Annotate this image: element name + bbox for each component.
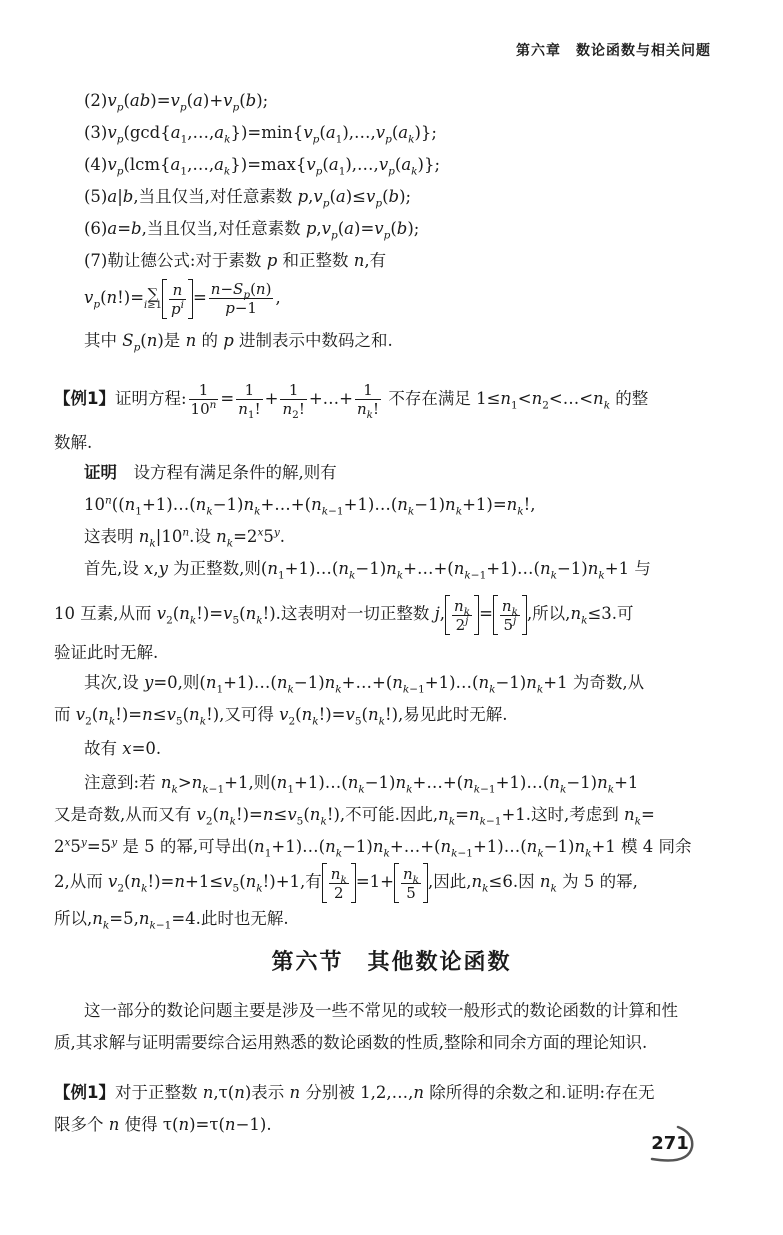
property-6: (6)a=b,当且仅当,对任意素数 $p,v_p(a)=v_p(b)$; <box>84 219 420 242</box>
proof-line-6: 验证此时无解. <box>54 643 159 662</box>
proof-label: 证明 <box>84 463 117 482</box>
proof-line-3: 这表明 $n_k|10^n$.设 $n_k=2^x5^y$. <box>84 526 286 550</box>
proof-line-5: 10 互素,从而 $v_2(n_k!)=v_5(n_k!)$.这表明对一切正整数 j, $\frac{n_k}{2^j}$ = $\frac{n_k}{5^j}$ ,所以$,n_k\le 3$.可 <box>54 596 634 634</box>
legendre-formula: $v_p(n!)=$ ∑ i≥1 $\frac{n}{p^i}$ = $\frac{n-S_p(n)}{p-1}$ , <box>84 280 281 318</box>
example-1-statement: 【例1】证明方程: $\frac{1}{10^n}$ = $\frac{1}{n_1!}$ + $\frac{1}{n_2!}$ +…+ $\frac{1}{n_k!}$ 不存在满足 $1\le n_1<n_2<\dots<n_k$ 的整 <box>54 381 649 421</box>
proof-line-7: 其次,设 y=0,则$(n_1+1)\dots(n_k-1)n_k+\dots+(n_{k-1}+1)\dots(n_k-1)n_k+1$ 为奇数,从 <box>84 673 645 696</box>
property-4: $(4)v_p(lcm\{a_1,\dots,a_k\})=\max\{v_p(a_1),\dots,v_p(a_k)\}$; <box>84 155 441 178</box>
property-7-note: 其中 $S_p(n)$是 n 的 p 进制表示中数码之和. <box>84 331 393 354</box>
property-7: (7)勒让德公式:对于素数 p 和正整数 n,有 <box>84 251 387 270</box>
example-1-statement-cont: 数解. <box>54 433 93 452</box>
section-title: 第六节 其他数论函数 <box>271 950 512 975</box>
example-2-label: 【例1】 <box>54 1083 115 1102</box>
proof-line-9: 故有 x=0. <box>84 739 162 758</box>
proof-line-2: $10^n((n_1+1)\dots(n_k-1)n_k+\dots+(n_{k-1}+1)\dots(n_k-1)n_k+1)=n_k$!, <box>84 494 536 518</box>
proof-line-8: 而 $v_2(n_k!)=n\le v_5(n_k!)$,又可得 $v_2(n_k!)=v_5(n_k!)$,易见此时无解. <box>54 705 508 728</box>
proof-line-14: 所以$,n_k=5,n_{k-1}=4$.此时也无解. <box>54 909 289 932</box>
example-1-label: 【例1】 <box>54 389 115 408</box>
example-2-line-2: 限多个 n 使得 τ(n)=τ(n−1). <box>54 1115 272 1134</box>
property-3: $(3)v_p(\gcd\{a_1,\dots,a_k\})=\min\{v_p(a_1),\dots,v_p(a_k)\}$; <box>84 123 437 146</box>
section-intro-line-2: 质,其求解与证明需要综合运用熟悉的数论函数的性质,整除和同余方面的理论知识. <box>54 1033 648 1052</box>
running-header: 第六章 数论函数与相关问题 <box>516 43 711 59</box>
page-number-badge <box>648 1125 696 1165</box>
section-intro-line-1: 这一部分的数论问题主要是涉及一些不常见的或较一般形式的数论函数的计算和性 <box>84 1001 678 1020</box>
property-5: (5)a|b,当且仅当,对任意素数 $p,v_p(a)\le v_p(b)$; <box>84 187 412 210</box>
proof-line-1: 证明 设方程有满足条件的解,则有 <box>84 463 337 482</box>
example-2-line-1: 【例1】对于正整数 n,τ(n)表示 n 分别被 1,2,…,n 除所得的余数之和.证明:存在无 <box>54 1083 655 1102</box>
proof-line-12: $2^x5^y=5^y$ 是 5 的幂,可导出$(n_1+1)\dots(n_k-1)n_k+\dots+(n_{k-1}+1)\dots(n_k-1)n_k+1$ 模 4 同余 <box>54 836 692 860</box>
property-2: $(2)v_p(ab)=v_p(a)+v_p(b)$; <box>84 91 269 114</box>
proof-line-10: 注意到:若 $n_k>n_{k-1}+1$,则$(n_1+1)\dots(n_k-1)n_k+\dots+(n_{k-1}+1)\dots(n_k-1)n_k+1$ <box>84 773 639 796</box>
page-number: 271 <box>651 1133 689 1154</box>
proof-line-4: 首先,设 x,y 为正整数,则$(n_1+1)\dots(n_k-1)n_k+\dots+(n_{k-1}+1)\dots(n_k-1)n_k+1$ 与 <box>84 559 651 582</box>
proof-line-11: 又是奇数,从而又有 $v_2(n_k!)=n\le v_5(n_k!)$,不可能.因此$,n_k=n_{k-1}+1$.这时,考虑到 $n_k=$ <box>54 805 655 828</box>
proof-line-13: 2,从而 $v_2(n_k!)=n+1\le v_5(n_k!)+1$,有 $\frac{n_k}{2}$ =1+ $\frac{n_k}{5}$ ,因此$,n_k\le 6$.因 $n_k$ 为 5 的幂, <box>54 864 638 902</box>
